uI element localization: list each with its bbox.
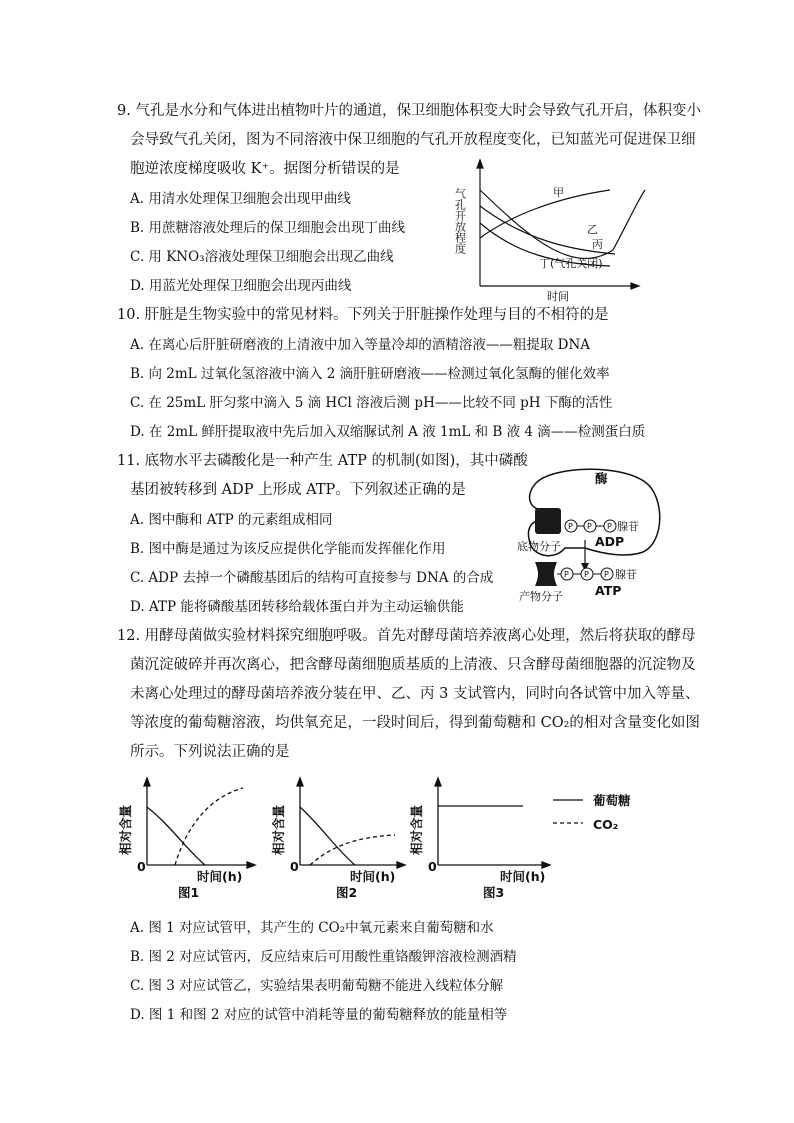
q12-option-d: D. 图 1 和图 2 对应的试管中消耗等量的葡萄糖释放的能量相等 (130, 1007, 508, 1023)
fig2-co2-curve (310, 835, 395, 865)
q9-stem-line1: 9. 气孔是水分和气体进出植物叶片的通道，保卫细胞体积变大时会导致气孔开启，体积变小 (117, 103, 701, 119)
q11-product-shape (535, 562, 557, 586)
q11-option-d: D. ATP 能将磷酸基团转移给载体蛋白并为主动运输供能 (130, 599, 464, 615)
fig2-ylabel: 相对含量 (271, 804, 286, 855)
q11-adenosine-label-1: 腺苷 (617, 520, 639, 533)
q11-option-a: A. 图中酶和 ATP 的元素组成相同 (130, 512, 333, 528)
q11-p1: P (568, 522, 573, 531)
q9-xlabel: 时间 (547, 290, 569, 303)
fig1-ylabel: 相对含量 (118, 804, 133, 855)
fig3-xlabel: 时间(h) (500, 869, 546, 884)
legend-glucose-label: 葡萄糖 (593, 793, 631, 808)
q9-option-b: B. 用蔗糖溶液处理后的保卫细胞会出现丁曲线 (130, 220, 406, 236)
q12-stem-line1: 12. 用酵母菌做实验材料探究细胞呼吸。首先对酵母菌培养液离心处理，然后将获取的酵母 (117, 628, 696, 644)
q11-p2: P (587, 522, 592, 531)
q9-stem-line3: 胞逆浓度梯度吸收 K⁺。据图分析错误的是 (130, 161, 400, 177)
q10-option-c: C. 在 25mL 肝匀浆中滴入 5 滴 HCl 溶液后测 pH——比较不同 pH 下酶的活性 (130, 395, 613, 411)
fig3-origin: 0 (428, 859, 437, 874)
fig2-origin: 0 (290, 859, 299, 874)
q11-stem-line2: 基团被转移到 ADP 上形成 ATP。下列叙述正确的是 (130, 482, 466, 498)
q11-adp-label: ADP (595, 534, 625, 549)
q9-option-a: A. 用清水处理保卫细胞会出现甲曲线 (130, 191, 351, 207)
q10-option-a: A. 在离心后肝脏研磨液的上清液中加入等量冷却的酒精溶液——粗提取 DNA (130, 337, 591, 353)
q9-option-d: D. 用蓝光处理保卫细胞会出现丙曲线 (130, 278, 352, 294)
q11-option-c: C. ADP 去掉一个磷酸基团后的结构可直接参与 DNA 的合成 (130, 570, 494, 586)
q12-option-b: B. 图 2 对应试管丙，反应结束后可用酸性重铬酸钾溶液检测酒精 (130, 949, 517, 965)
q11-enzyme-label: 酶 (595, 471, 608, 486)
fig1-caption: 图1 (178, 885, 200, 900)
q11-p3: P (607, 522, 612, 531)
q11-substrate-label: 底物分子 (517, 540, 561, 553)
q11-stem-line1: 11. 底物水平去磷酸化是一种产生 ATP 的机制(如图)，其中磷酸 (117, 453, 528, 469)
q11-atp-diagram (515, 462, 667, 612)
q9-label-yi: 乙 (587, 223, 598, 236)
fig1-glucose-curve (147, 807, 205, 865)
fig1-origin: 0 (137, 859, 146, 874)
fig2-xlabel: 时间(h) (350, 869, 396, 884)
q12-stem-line5: 所示。下列说法正确的是 (130, 744, 290, 760)
q9-label-bing: 丙 (592, 238, 603, 251)
q12-stem-line3: 未离心处理过的酵母菌培养液分装在甲、乙、丙 3 支试管内，同时向各试管中加入等量、 (130, 686, 700, 702)
fig3-caption: 图3 (483, 885, 505, 900)
q9-stem-line2: 会导致气孔关闭，图为不同溶液中保卫细胞的气孔开放程度变化，已知蓝光可促进保卫细 (130, 132, 696, 148)
fig3-ylabel: 相对含量 (409, 804, 424, 855)
q11-p6: P (604, 570, 609, 579)
q11-option-b: B. 图中酶是通过为该反应提供化学能而发挥催化作用 (130, 541, 446, 557)
fig2-caption: 图2 (336, 885, 358, 900)
q9-ylabel: 气孔开放程度 (453, 188, 467, 254)
q9-option-c: C. 用 KNO₃溶液处理保卫细胞会出现乙曲线 (130, 249, 394, 265)
q12-option-a: A. 图 1 对应试管甲，其产生的 CO₂中氧元素来自葡萄糖和水 (130, 920, 494, 936)
q11-p4: P (564, 570, 569, 579)
q11-atp-label: ATP (595, 583, 622, 598)
q11-adenosine-label-2: 腺苷 (615, 568, 637, 581)
q12-stem-line4: 等浓度的葡萄糖溶液，均供氧充足，一段时间后，得到葡萄糖和 CO₂的相对含量变化如图 (130, 715, 700, 731)
fig1-xlabel: 时间(h) (197, 869, 243, 884)
q12-charts (115, 775, 655, 905)
q12-option-c: C. 图 3 对应试管乙，实验结果表明葡萄糖不能进入线粒体分解 (130, 978, 504, 994)
q10-stem: 10. 肝脏是生物实验中的常见材料。下列关于肝脏操作处理与目的不相符的是 (117, 307, 609, 323)
q11-p5: P (584, 570, 589, 579)
q10-option-b: B. 向 2mL 过氧化氢溶液中滴入 2 滴肝脏研磨液——检测过氧化氢酶的催化效率 (130, 366, 610, 382)
q9-label-ding: 丁(气孔关闭) (539, 257, 603, 270)
fig1-co2-curve (175, 788, 243, 865)
q11-substrate-shape (535, 508, 561, 534)
q10-option-d: D. 在 2mL 鲜肝提取液中先后加入双缩脲试剂 A 液 1mL 和 B 液 4 滴——检测蛋白质 (130, 424, 646, 440)
q9-stomata-chart (455, 158, 645, 304)
legend-co2-label: CO₂ (593, 817, 619, 832)
q11-product-label: 产物分子 (519, 590, 563, 603)
q9-y-arrow (477, 160, 483, 168)
q9-x-arrow (631, 283, 639, 289)
q12-stem-line2: 菌沉淀破碎并再次离心，把含酵母菌细胞质基质的上清液、只含酵母菌细胞器的沉淀物及 (130, 657, 696, 673)
fig2-glucose-curve (300, 807, 355, 865)
q9-label-jia: 甲 (553, 186, 564, 199)
